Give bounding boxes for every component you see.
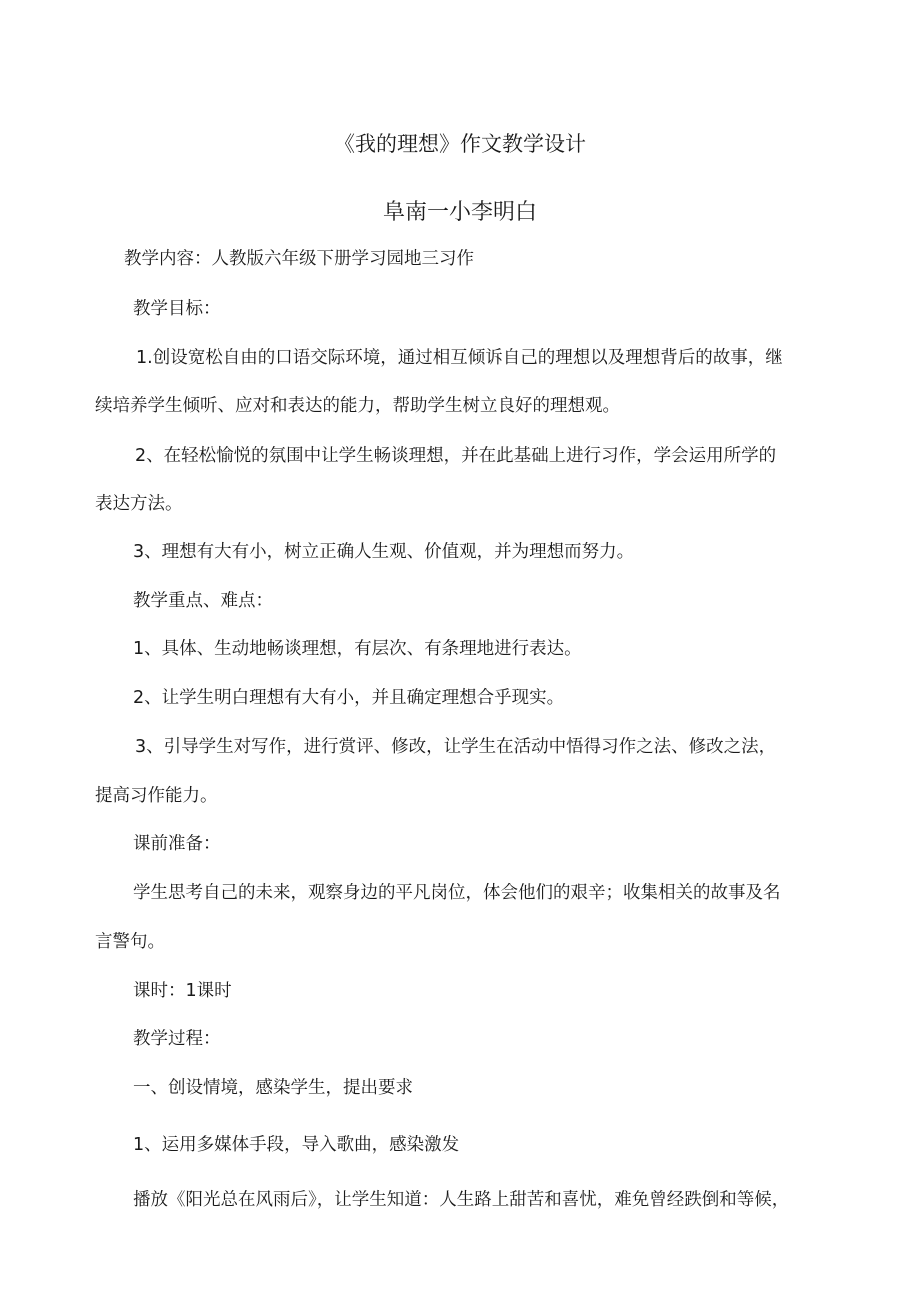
objective-2-line-2: 表达方法。 <box>95 494 183 514</box>
prep-line-2: 言警句。 <box>95 932 165 952</box>
keypoint-1: 1、具体、生动地畅谈理想，有层次、有条理地进行表达。 <box>133 639 582 659</box>
document-title: 《我的理想》作文教学设计 <box>334 132 586 156</box>
objective-3: 3、理想有大有小，树立正确人生观、价值观，并为理想而努力。 <box>133 542 635 562</box>
objective-2-line-1: 2、在轻松愉悦的氛围中让学生畅谈理想，并在此基础上进行习作，学会运用所学的 <box>135 446 777 466</box>
objective-1-line-2: 续培养学生倾听、应对和表达的能力，帮助学生树立良好的理想观。 <box>95 396 620 416</box>
step-1-heading: 一、创设情境，感染学生，提出要求 <box>133 1078 413 1098</box>
prep-line-1: 学生思考自己的未来，观察身边的平凡岗位，体会他们的艰辛；收集相关的故事及名 <box>133 883 781 903</box>
step-1-1-text: 播放《阳光总在风雨后》，让学生知道：人生路上甜苦和喜忧，难免曾经跌倒和等候， <box>133 1190 790 1210</box>
objective-1-line-1: 1.创设宽松自由的口语交际环境，通过相互倾诉自己的理想以及理想背后的故事，继 <box>136 348 783 368</box>
keypoints-heading: 教学重点、难点： <box>133 591 273 611</box>
objectives-heading: 教学目标： <box>133 299 221 319</box>
prep-heading: 课前准备： <box>133 834 221 854</box>
keypoint-3-line-1: 3、引导学生对写作，进行赏评、修改，让学生在活动中悟得习作之法、修改之法， <box>135 737 777 757</box>
step-1-1: 1、运用多媒体手段，导入歌曲，感染激发 <box>133 1135 460 1155</box>
document-author: 阜南一小李明白 <box>382 200 537 225</box>
keypoint-3-line-2: 提高习作能力。 <box>95 786 218 806</box>
class-hours: 课时：1课时 <box>133 981 232 1001</box>
process-heading: 教学过程： <box>133 1029 221 1049</box>
content-line: 教学内容：人教版六年级下册学习园地三习作 <box>124 249 474 269</box>
keypoint-2: 2、让学生明白理想有大有小，并且确定理想合乎现实。 <box>133 688 565 708</box>
